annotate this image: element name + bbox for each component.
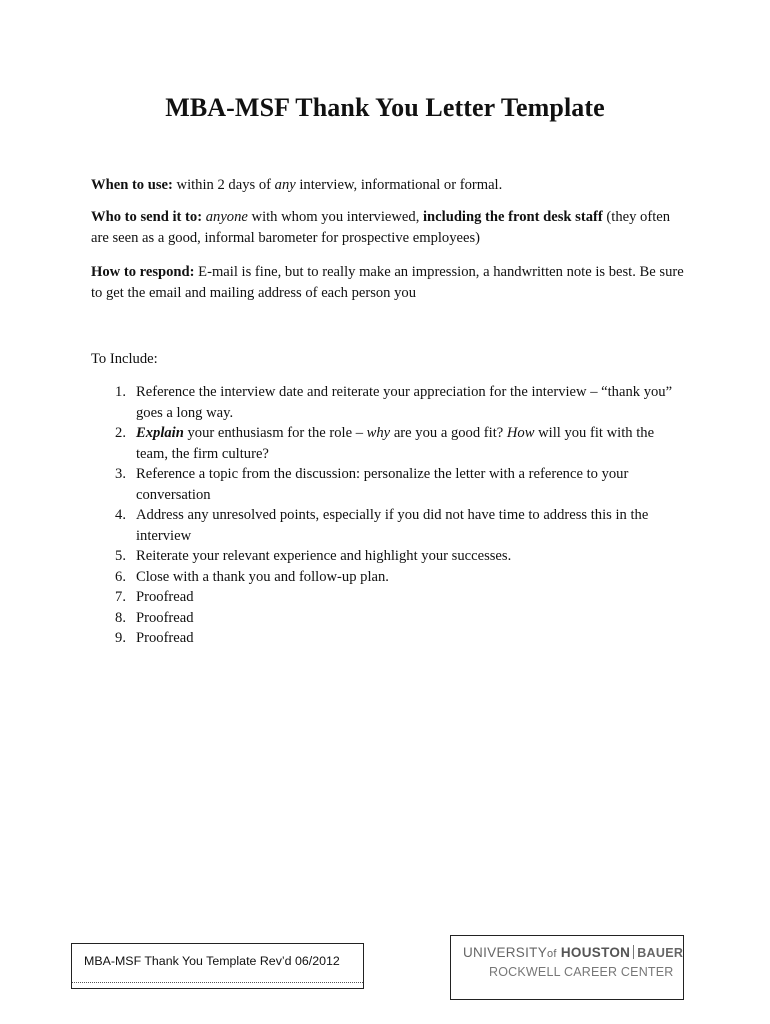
list-number: 3. bbox=[115, 466, 126, 482]
list-text: Reference the interview date and reiterate your appreciation for the interview – “thank you” goes a long way. bbox=[136, 384, 673, 421]
list-number: 1. bbox=[115, 384, 126, 400]
who-to-send-paragraph bbox=[91, 207, 691, 249]
list-number: 8. bbox=[115, 609, 126, 626]
who-emphasis: anyone bbox=[205, 209, 248, 225]
logo-university: UNIVERSITY bbox=[463, 945, 548, 960]
who-label: Who to send it to: bbox=[91, 209, 203, 225]
list-item bbox=[0, 505, 681, 546]
list-item bbox=[0, 587, 681, 608]
list-item bbox=[0, 546, 681, 567]
footer-dotted-rule bbox=[72, 982, 363, 983]
when-text-2: interview, informational or formal. bbox=[295, 177, 503, 193]
list-item bbox=[0, 628, 681, 649]
list-text: will you fit with the team, the firm culture? bbox=[136, 425, 655, 462]
list-number: 9. bbox=[115, 630, 126, 646]
list-item bbox=[0, 423, 681, 464]
list-number: 6. bbox=[115, 568, 126, 585]
how-label: How to respond: bbox=[91, 264, 195, 280]
list-text: Close with a thank you and follow-up plan. bbox=[136, 568, 389, 585]
list-emphasis: why bbox=[366, 425, 391, 441]
list-number: 4. bbox=[115, 507, 126, 523]
list-item bbox=[0, 464, 681, 505]
when-text-1: within 2 days of bbox=[172, 177, 275, 193]
who-text-3: (they often are seen as a good, informal barometer for prospective employees) bbox=[91, 209, 671, 246]
footer-revision-box bbox=[71, 943, 364, 989]
list-number: 7. bbox=[115, 589, 126, 605]
list-text: Reiterate your relevant experience and highlight your successes. bbox=[136, 548, 512, 564]
list-text: Address any unresolved points, especially if you did not have time to address this in the interview bbox=[136, 507, 649, 544]
list-text: Reference a topic from the discussion: personalize the letter with a reference to your conversation bbox=[136, 466, 629, 503]
include-list bbox=[0, 382, 770, 649]
when-to-use-paragraph bbox=[91, 175, 691, 196]
list-emphasis: How bbox=[506, 425, 535, 441]
list-item bbox=[0, 608, 681, 629]
logo-divider bbox=[633, 945, 634, 959]
logo-bauer: BAUER bbox=[637, 946, 684, 960]
university-logo bbox=[450, 935, 684, 1000]
logo-of: of bbox=[547, 948, 557, 960]
who-bold: including the front desk staff bbox=[423, 209, 603, 225]
when-to-use-label: When to use: bbox=[91, 177, 173, 193]
list-item bbox=[0, 382, 681, 423]
list-number: 2. bbox=[115, 425, 126, 441]
who-text-2: with whom you interviewed, bbox=[247, 209, 423, 225]
how-to-respond-paragraph bbox=[91, 262, 691, 304]
logo-wordmark bbox=[463, 945, 683, 960]
list-text: Proofread bbox=[136, 630, 194, 646]
list-text: Proofread bbox=[136, 609, 194, 626]
list-text: your enthusiasm for the role – bbox=[183, 425, 367, 441]
list-item bbox=[0, 567, 681, 588]
page-title: MBA-MSF Thank You Letter Template bbox=[165, 93, 605, 122]
footer-revision-text: MBA-MSF Thank You Template Rev’d 06/2012 bbox=[84, 954, 340, 968]
list-text: Proofread bbox=[136, 589, 194, 605]
list-text: are you a good fit? bbox=[390, 425, 507, 441]
how-text: E-mail is fine, but to really make an impression, a handwritten note is best. Be sure to get the email and mailing address of each person you bbox=[91, 264, 684, 301]
include-heading: To Include: bbox=[91, 351, 158, 367]
list-number: 5. bbox=[115, 548, 126, 564]
logo-career-center: ROCKWELL CAREER CENTER bbox=[489, 965, 674, 979]
logo-houston: HOUSTON bbox=[560, 945, 631, 960]
list-lead-emphasis: Explain bbox=[136, 425, 184, 441]
when-emphasis: any bbox=[274, 177, 296, 193]
